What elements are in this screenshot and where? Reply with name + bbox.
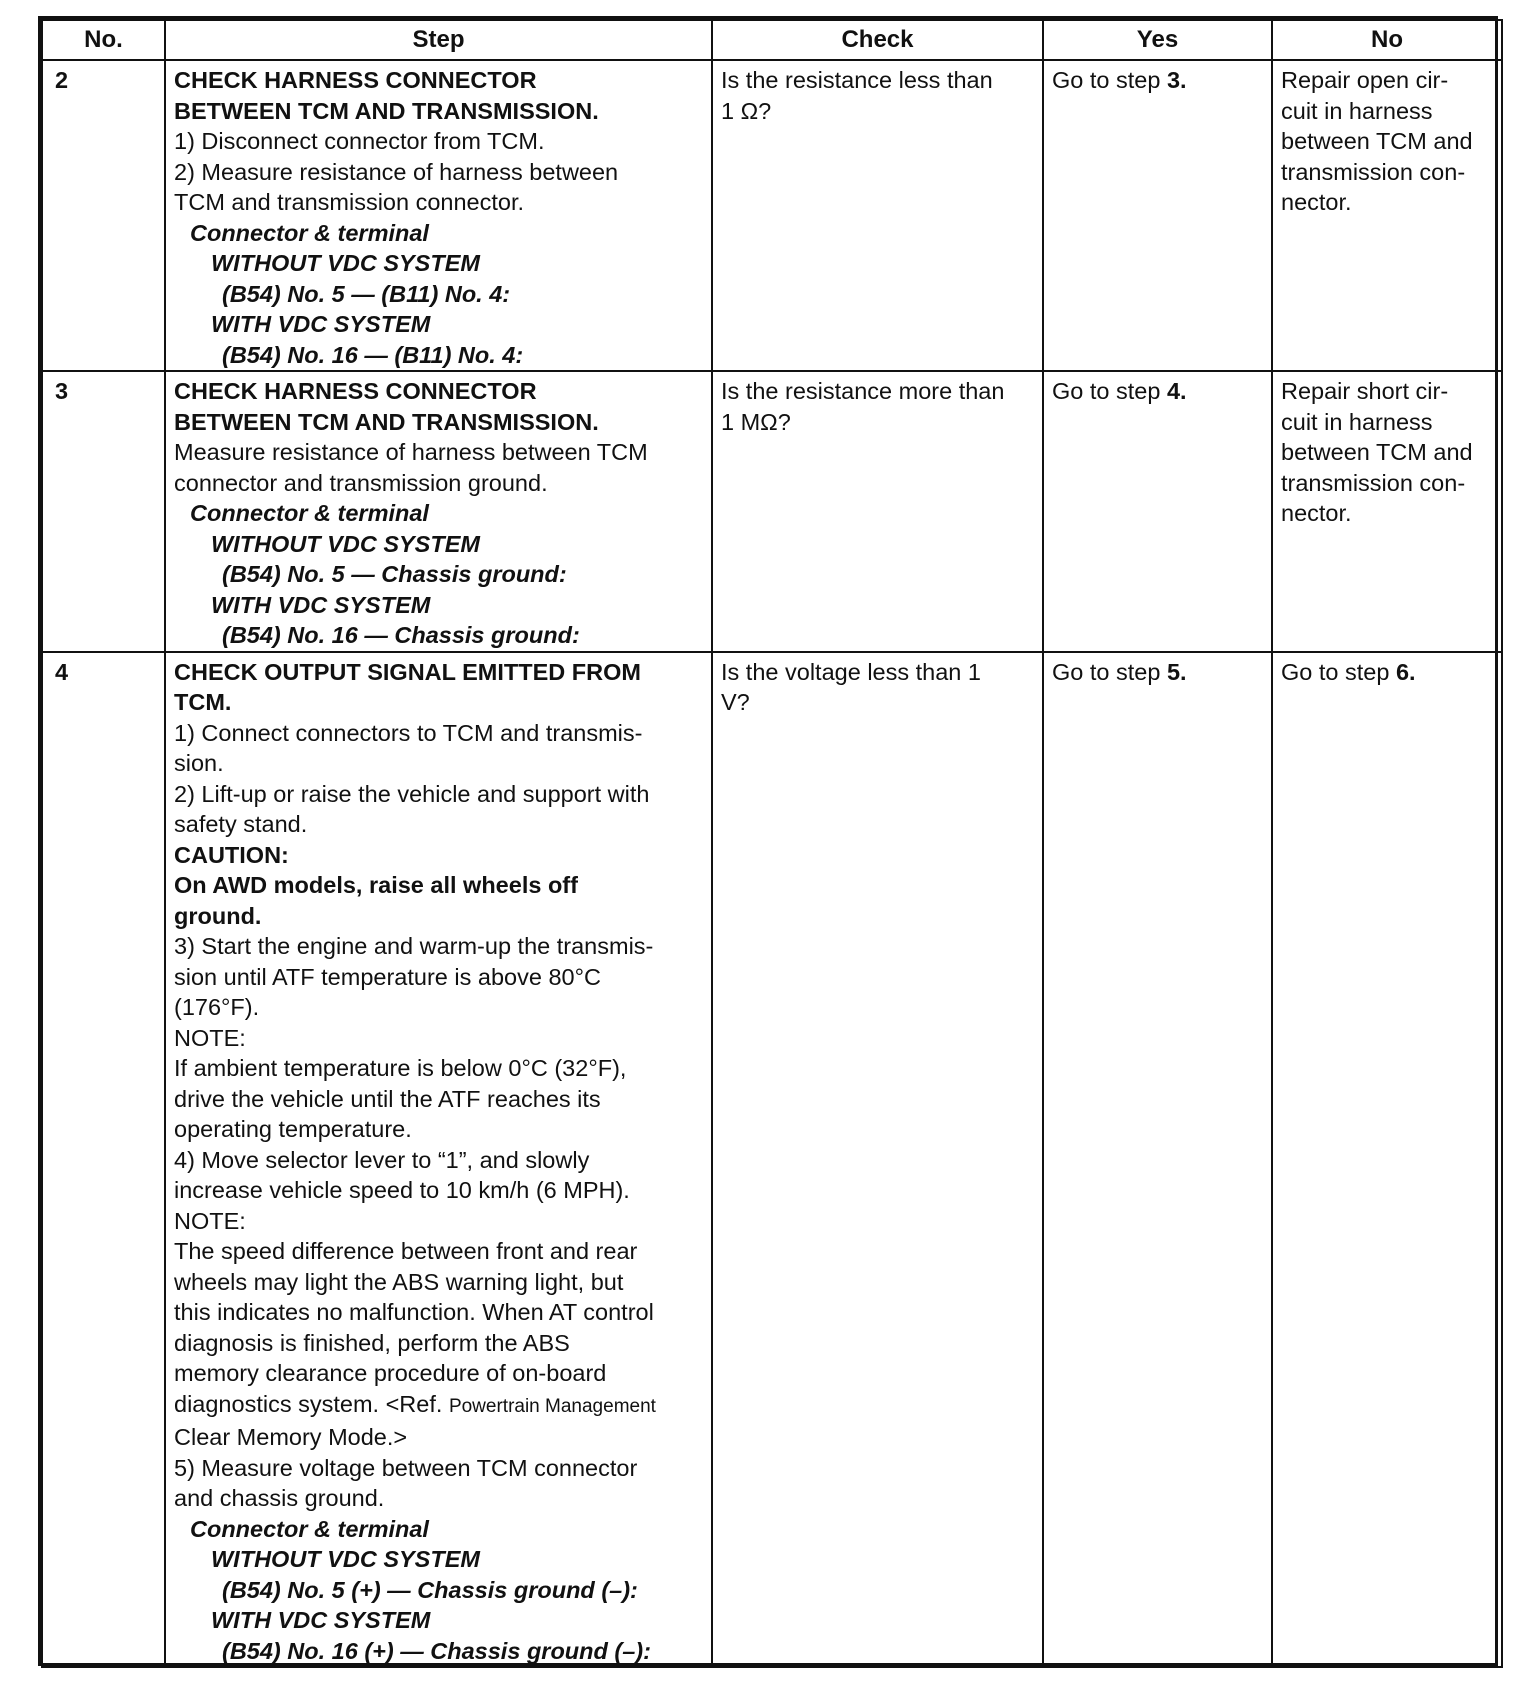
table-row [42, 652, 1502, 1668]
no-text: transmission con- [1281, 158, 1466, 185]
no-cell [1272, 371, 1502, 652]
no-text: cuit in harness [1281, 408, 1433, 435]
yes-text: Go to step [1052, 658, 1167, 685]
yes-text: Go to step [1052, 378, 1167, 404]
note-heading: NOTE: [174, 1207, 246, 1234]
diagnostic-table [38, 16, 1498, 1666]
check-text: Is the resistance more than [721, 378, 1005, 404]
connector-heading: Connector & terminal [190, 1515, 429, 1542]
terminal-spec: (B54) No. 5 — (B11) No. 4: [222, 280, 511, 307]
step-text: and chassis ground. [174, 1485, 385, 1511]
system-variant: WITHOUT VDC SYSTEM [211, 1546, 480, 1572]
header-no-result: No [1272, 20, 1502, 60]
step-cell [165, 652, 712, 1668]
no-text: nector. [1281, 500, 1352, 526]
step-title: BETWEEN TCM AND TRANSMISSION. [174, 408, 599, 435]
no-text: between TCM and [1281, 439, 1473, 465]
header-yes: Yes [1043, 20, 1272, 60]
terminal-spec: (B54) No. 16 — (B11) No. 4: [222, 341, 524, 368]
step-text: 4) Move selector lever to “1”, and slowly [174, 1146, 590, 1173]
step-number: 2 [42, 60, 165, 371]
check-text: 1 Ω? [721, 97, 772, 124]
header-row [42, 20, 1502, 60]
step-cell [165, 60, 712, 371]
system-variant: WITH VDC SYSTEM [211, 311, 431, 337]
header-no: No. [42, 20, 165, 60]
step-text: memory clearance procedure of on-board [174, 1360, 607, 1386]
connector-heading: Connector & terminal [190, 500, 429, 526]
no-cell [1272, 652, 1502, 1668]
step-title: CHECK HARNESS CONNECTOR [174, 378, 537, 404]
reference-line [174, 1389, 703, 1423]
caution-text: On AWD models, raise all wheels off [174, 872, 578, 898]
step-title: CHECK OUTPUT SIGNAL EMITTED FROM [174, 658, 641, 685]
step-text: diagnosis is finished, perform the ABS [174, 1329, 570, 1356]
step-title: CHECK HARNESS CONNECTOR [174, 67, 537, 93]
terminal-spec: (B54) No. 5 (+) — Chassis ground (–): [222, 1576, 638, 1603]
no-text: between TCM and [1281, 128, 1473, 154]
step-text: If ambient temperature is below 0°C (32°F), [174, 1055, 627, 1081]
step-text: 3) Start the engine and warm-up the transmis- [174, 933, 654, 959]
step-text: sion. [174, 750, 224, 776]
step-text: The speed difference between front and rear [174, 1238, 638, 1264]
step-text: drive the vehicle until the ATF reaches its [174, 1085, 601, 1112]
step-text: 5) Measure voltage between TCM connector [174, 1454, 638, 1481]
system-variant: WITH VDC SYSTEM [211, 1607, 431, 1633]
no-cell [1272, 60, 1502, 371]
no-text: cuit in harness [1281, 97, 1433, 124]
table-row [42, 371, 1502, 652]
yes-cell [1043, 371, 1272, 652]
system-variant: WITHOUT VDC SYSTEM [211, 250, 480, 276]
note-heading: NOTE: [174, 1024, 246, 1051]
yes-text: Go to step [1052, 67, 1167, 93]
step-text: sion until ATF temperature is above 80°C [174, 963, 601, 990]
step-text: TCM and transmission connector. [174, 189, 525, 215]
step-text: increase vehicle speed to 10 km/h (6 MPH). [174, 1177, 630, 1203]
yes-step-link: 3. [1166, 67, 1187, 93]
table-row [42, 60, 1502, 371]
caution-text: ground. [174, 902, 262, 929]
yes-cell [1043, 60, 1272, 371]
step-number: 4 [42, 652, 165, 1668]
step-text: operating temperature. [174, 1116, 412, 1142]
header-check: Check [712, 20, 1043, 60]
step-cell [165, 371, 712, 652]
check-cell [712, 652, 1043, 1668]
no-step-link: 6. [1395, 658, 1416, 685]
step-title: BETWEEN TCM AND TRANSMISSION. [174, 97, 599, 124]
check-text: V? [721, 689, 750, 715]
step-text: Measure resistance of harness between TCM [174, 439, 648, 465]
no-text: transmission con- [1281, 469, 1466, 496]
yes-step-link: 4. [1166, 378, 1187, 404]
step-text: 2) Measure resistance of harness between [174, 158, 619, 185]
yes-step-link: 5. [1166, 658, 1187, 685]
check-text: Is the resistance less than [721, 67, 993, 93]
system-variant: WITHOUT VDC SYSTEM [211, 530, 480, 557]
no-text: nector. [1281, 189, 1352, 215]
no-text: Go to step [1281, 658, 1396, 685]
step-text: safety stand. [174, 811, 308, 837]
yes-cell [1043, 652, 1272, 1668]
step-text: 1) Connect connectors to TCM and transmis- [174, 719, 643, 746]
terminal-spec: (B54) No. 16 (+) — Chassis ground (–): [222, 1637, 651, 1664]
step-text: connector and transmission ground. [174, 469, 548, 496]
no-text: Repair short cir- [1281, 378, 1449, 404]
terminal-spec: (B54) No. 16 — Chassis ground: [222, 622, 580, 648]
terminal-spec: (B54) No. 5 — Chassis ground: [222, 561, 567, 587]
step-text: (176°F). [174, 994, 260, 1020]
step-title: TCM. [174, 689, 232, 715]
check-cell [712, 371, 1043, 652]
system-variant: WITH VDC SYSTEM [211, 591, 431, 618]
reference-link: Powertrain Management [448, 1395, 656, 1417]
reference-prefix: diagnostics system. <Ref. [174, 1390, 449, 1417]
step-text: this indicates no malfunction. When AT control [174, 1299, 654, 1325]
check-text: Is the voltage less than 1 [721, 658, 981, 685]
caution-heading: CAUTION: [174, 841, 289, 868]
step-text: 1) Disconnect connector from TCM. [174, 128, 545, 154]
header-step: Step [165, 20, 712, 60]
step-number: 3 [42, 371, 165, 652]
reference-mode: Clear Memory Mode.> [174, 1424, 408, 1450]
step-text: wheels may light the ABS warning light, but [174, 1268, 624, 1295]
connector-heading: Connector & terminal [190, 219, 429, 246]
no-text: Repair open cir- [1281, 67, 1449, 93]
check-text: 1 MΩ? [721, 408, 791, 435]
check-cell [712, 60, 1043, 371]
step-text: 2) Lift-up or raise the vehicle and support with [174, 780, 650, 807]
